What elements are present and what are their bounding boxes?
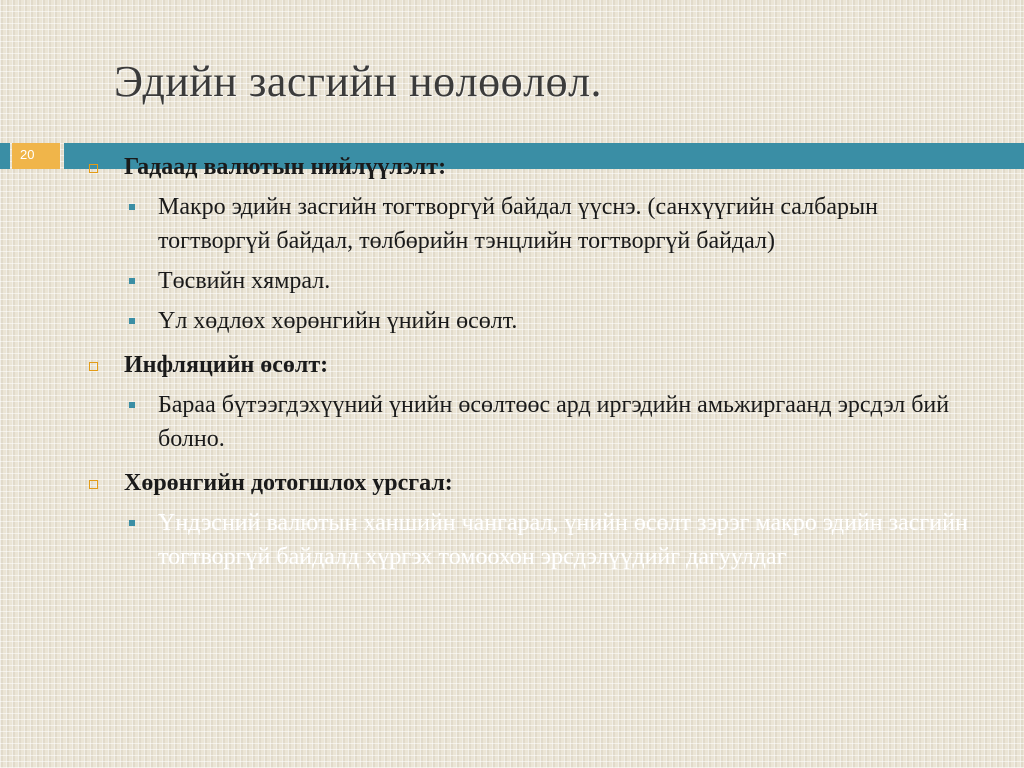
small-square-bullet-icon [129, 278, 135, 284]
slide-title: Эдийн засгийн нөлөөлөл. [114, 57, 603, 106]
slide-number: 20 [12, 143, 60, 169]
small-square-bullet-icon [129, 402, 135, 408]
bullet-item-text: Төсвийн хямрал. [158, 268, 331, 294]
section-heading [86, 348, 986, 382]
bullet-item-text: Бараа бүтээгдэхүүний үнийн өсөлтөөс ард иргэдийн амьжиргаанд эрсдэл бий болно. [158, 392, 950, 452]
square-bullet-icon [89, 362, 98, 371]
bullet-item [86, 264, 986, 298]
bullet-item-text: Үндэсний валютын ханшийн чангарал, үнийн өсөлт зэрэг макро эдийн засгийн тогтворгүй байдалд хүргэх томоохон эрсдэлүүдийг дагуулдаг [158, 510, 968, 570]
section-heading [86, 466, 986, 500]
bullet-item-text: Үл хөдлөх хөрөнгийн үнийн өсөлт. [158, 308, 518, 334]
small-square-bullet-icon [129, 520, 135, 526]
header-band-left [0, 143, 10, 169]
square-bullet-icon [89, 164, 98, 173]
square-bullet-icon [89, 480, 98, 489]
small-square-bullet-icon [129, 318, 135, 324]
section-heading-text: Хөрөнгийн дотогшлох урсгал: [124, 470, 453, 496]
bullet-item [86, 304, 986, 338]
section-heading-text: Инфляцийн өсөлт: [124, 352, 329, 378]
bullet-item [86, 388, 986, 456]
bullet-item [86, 190, 986, 258]
slide-body [86, 150, 986, 574]
bullet-item [86, 506, 986, 574]
small-square-bullet-icon [129, 204, 135, 210]
section-heading [86, 150, 986, 184]
section-heading-text: Гадаад валютын нийлүүлэлт: [124, 154, 447, 180]
bullet-item-text: Макро эдийн засгийн тогтворгүй байдал үүснэ. (санхүүгийн салбарын тогтворгүй байдал, төлбөрийн тэнцлийн тогтворгүй байдал) [158, 194, 878, 254]
